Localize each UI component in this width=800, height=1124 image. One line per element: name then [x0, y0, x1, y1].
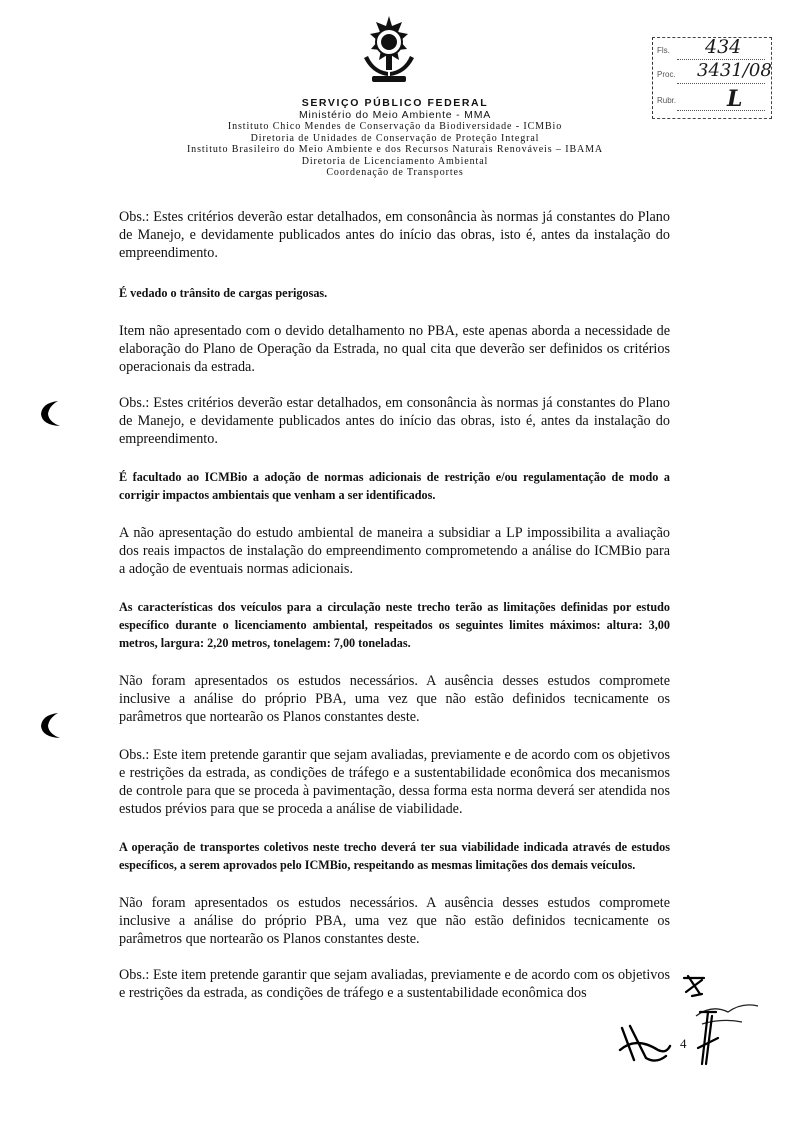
- margin-mark-icon: [38, 398, 64, 428]
- paragraph-rule-vehicle-limits: As características dos veículos para a circulação neste trecho terão as limitações definidas por estudo específico durante o licenciamento ambiental, respeitados os seguintes limites máximos: altura: 3,00 metros, largura: 2,20 metros, tonelagem: 7,00 toneladas.: [119, 600, 670, 650]
- page-number: 4: [680, 1036, 687, 1051]
- document-body: [119, 208, 670, 1002]
- header-service: SERVIÇO PÚBLICO FEDERAL: [301, 97, 489, 109]
- paragraph-rule-icmbio-norms: É facultado ao ICMBio a adoção de normas adicionais de restrição e/ou regulamentação de modo a corrigir impactos ambientais que venham a ser identificados.: [119, 470, 670, 502]
- handwritten-initials: [616, 1020, 676, 1068]
- paragraph-rule-public-transport: A operação de transportes coletivos neste trecho deverá ter sua viabilidade indicada através de estudos específicos, a serem aprovados pelo ICMBio, respeitando as mesmas limitações dos demais veículos.: [119, 840, 670, 872]
- coat-of-arms-emblem: [358, 14, 420, 86]
- paragraph-obs-4: Obs.: Este item pretende garantir que sejam avaliadas, previamente e de acordo com os objetivos e restrições da estrada, as condições de tráfego e a sustentabilidade econômica dos: [119, 967, 670, 1001]
- stamp-rubr-value: L: [727, 86, 743, 112]
- paragraph-item-pba: Item não apresentado com o devido detalhamento no PBA, este apenas aborda a necessidade de elaboração do Plano de Operação da Estrada, no qual cita que deverão ser definidos os critérios operacionais da estrada.: [119, 323, 670, 375]
- paragraph-obs-2: Obs.: Estes critérios deverão estar detalhados, em consonância às normas já constantes do Plano de Manejo, e devidamente publicados antes do início das obras, isto é, antes da instalação do empreendimento.: [119, 395, 670, 447]
- paragraph-studies-missing-2: Não foram apresentados os estudos necessários. A ausência desses estudos compromete inclusive a análise do próprio PBA, uma vez que não estão definidos tecnicamente os parâmetros que nortearão os Planos constantes deste.: [119, 895, 670, 947]
- header-icmbio: Instituto Chico Mendes de Conservação da Biodiversidade - ICMBio: [227, 121, 563, 132]
- stamp-rubr-label: Rubr.: [657, 96, 677, 105]
- header-coordination: Coordenação de Transportes: [326, 167, 464, 178]
- margin-mark-icon: [38, 710, 64, 740]
- paragraph-obs-3: Obs.: Este item pretende garantir que sejam avaliadas, previamente e de acordo com os objetivos e restrições da estrada, as condições de tráfego e a sustentabilidade econômica dos mecanismos de controle para que se proceda à pavimentação, dessa forma esta norma deverá ser atendida nos estudos prévios para que se proceda a análise de viabilidade.: [119, 747, 670, 817]
- stamp-proc-label: Proc.: [657, 70, 676, 79]
- paragraph-rule-cargo: É vedado o trânsito de cargas perigosas.: [119, 286, 328, 300]
- header-directorate-licensing: Diretoria de Licenciamento Ambiental: [301, 155, 489, 167]
- stamp-fls-value: 434: [705, 36, 742, 58]
- stamp-fls-label: Fls.: [657, 46, 670, 55]
- handwritten-rubric: [694, 1008, 722, 1068]
- protocol-stamp: [652, 37, 772, 119]
- header-directorate-uc: Diretoria de Unidades de Conservação de Proteção Integral: [250, 132, 540, 144]
- stamp-proc-value: 3431/08: [697, 60, 772, 81]
- paragraph-studies-missing-1: Não foram apresentados os estudos necessários. A ausência desses estudos compromete inclusive a análise do próprio PBA, uma vez que não estão definidos tecnicamente os parâmetros que nortearão os Planos constantes deste.: [119, 673, 670, 725]
- paragraph-lp-study: A não apresentação do estudo ambiental de maneira a subsidiar a LP impossibilita a avaliação dos reais impactos de instalação do empreendimento comprometendo a análise do ICMBio para a adoção de eventuais normas adicionais.: [119, 525, 670, 577]
- paragraph-obs-1: Obs.: Estes critérios deverão estar detalhados, em consonância às normas já constantes do Plano de Manejo, e devidamente publicados antes do início das obras, isto é, antes da instalação do empreendimento.: [119, 209, 670, 261]
- header-ministry: Ministério do Meio Ambiente - MMA: [298, 108, 492, 121]
- header-ibama: Instituto Brasileiro do Meio Ambiente e dos Recursos Naturais Renováveis – IBAMA: [186, 144, 604, 155]
